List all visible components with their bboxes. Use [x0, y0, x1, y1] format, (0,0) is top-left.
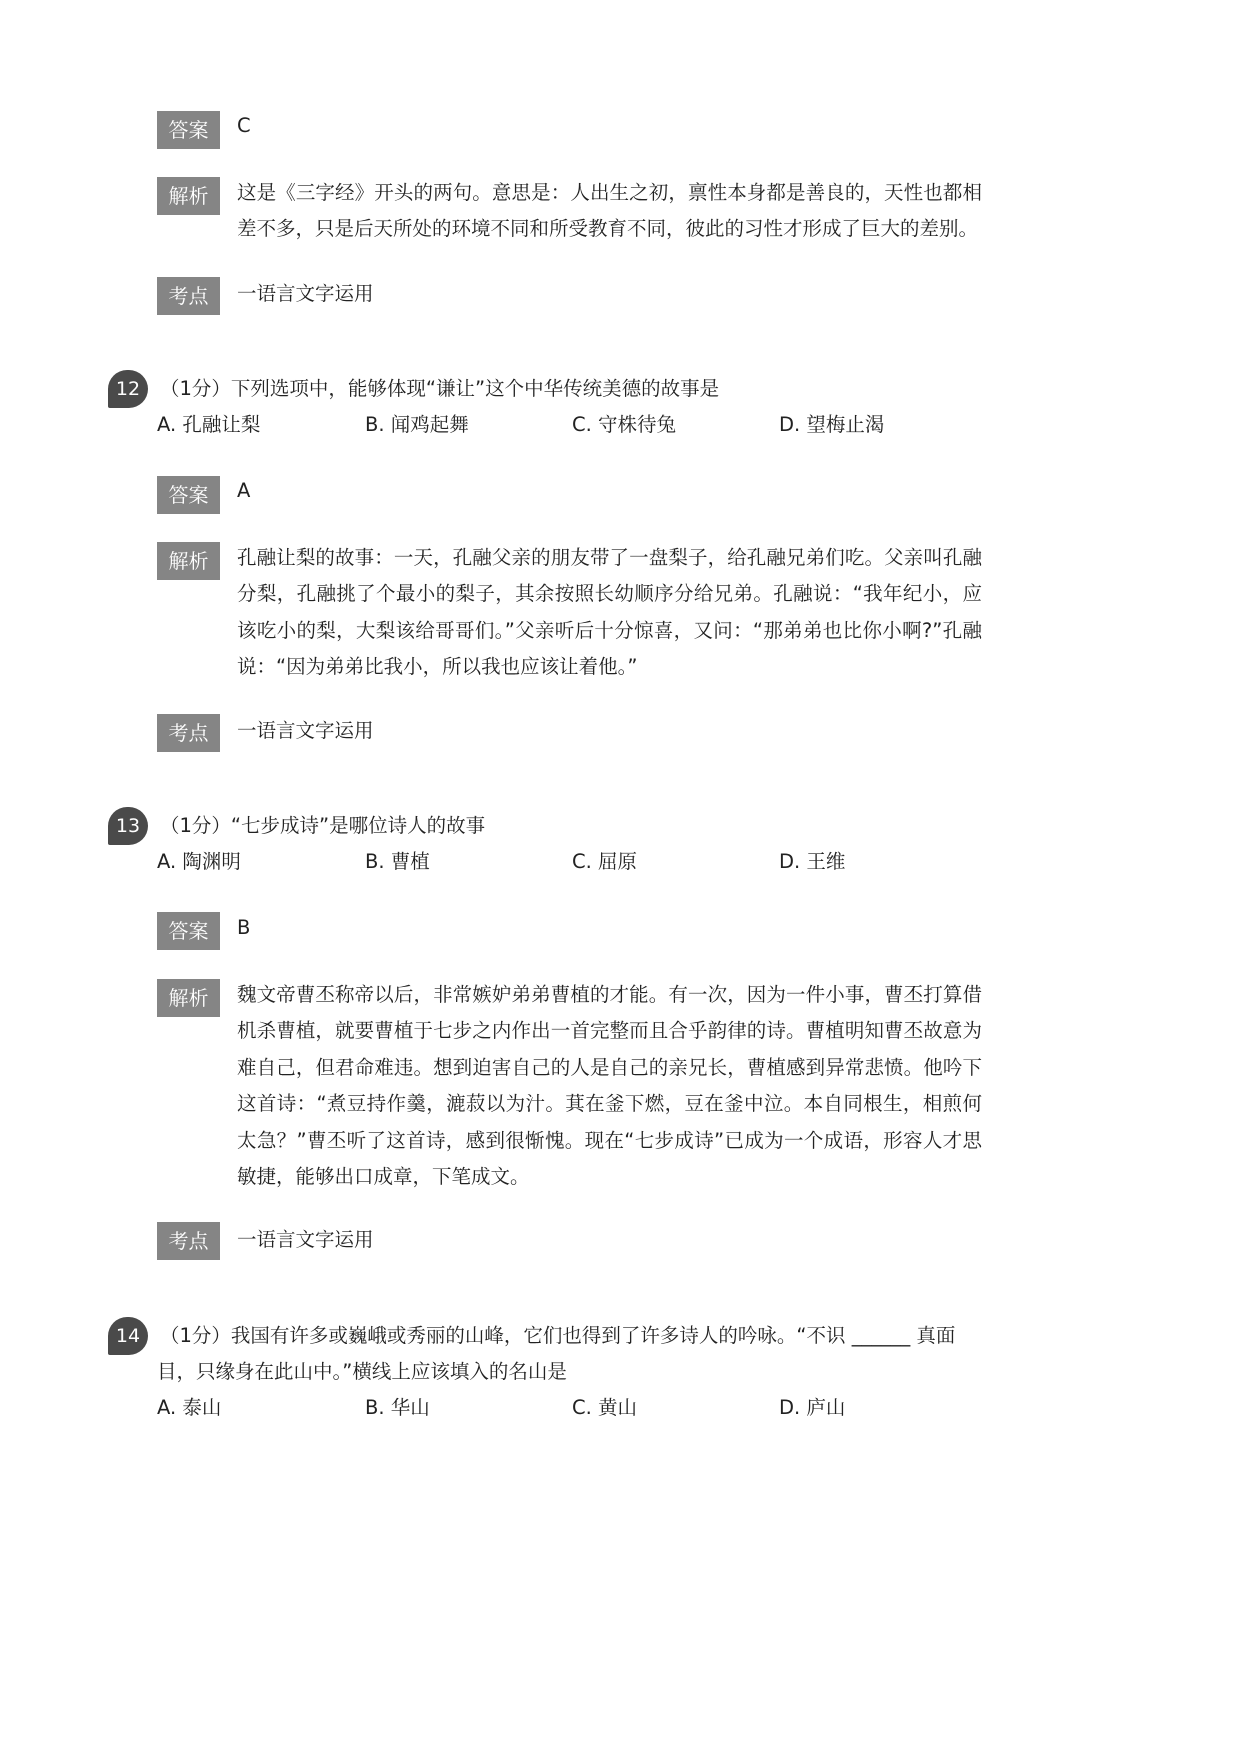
- answer-label: 答案: [157, 111, 220, 149]
- point-label: 考点: [157, 277, 220, 315]
- option-c: C. 黄山: [572, 1396, 638, 1419]
- question-number-badge: 13: [108, 807, 148, 845]
- question-text: （1分）下列选项中，能够体现“谦让”这个中华传统美德的故事是: [160, 377, 720, 400]
- point-text: 一语言文字运用: [237, 1228, 374, 1251]
- option-d: D. 望梅止渴: [779, 413, 885, 436]
- analysis-text: 魏文帝曹丕称帝以后，非常嫉妒弟弟曹植的才能。有一次，因为一件小事，曹丕打算借机杀曹植，就要曹植于七步之内作出一首完整而且合乎韵律的诗。曹植明知曹丕故意为难自己，但君命难违。想到迫害自己的人是自己的亲兄长，曹植感到异常悲愤。他吟下这首诗：“煮豆持作羹，漉菽以为汁。萁在釜下燃，豆在釜中泣。本自同根生，相煎何太急？”曹丕听了这首诗，感到很惭愧。现在“七步成诗”已成为一个成语，形容人才思敏捷，能够出口成章，下笔成文。: [237, 983, 982, 1189]
- option-c: C. 守株待兔: [572, 413, 677, 436]
- answer-label: 答案: [157, 912, 220, 950]
- point-text: 一语言文字运用: [237, 719, 374, 742]
- analysis-text: 这是《三字经》开头的两句。意思是：人出生之初，禀性本身都是善良的，天性也都相差不多，只是后天所处的环境不同和所受教育不同，彼此的习性才形成了巨大的差别。: [237, 181, 982, 241]
- point-text: 一语言文字运用: [237, 282, 374, 305]
- point-label: 考点: [157, 1222, 220, 1260]
- option-d: D. 王维: [779, 850, 846, 873]
- option-b: B. 华山: [365, 1396, 430, 1419]
- option-d: D. 庐山: [779, 1396, 846, 1419]
- answer-value: A: [237, 479, 251, 502]
- answer-label: 答案: [157, 476, 220, 514]
- option-a: A. 泰山: [157, 1396, 222, 1419]
- option-c: C. 屈原: [572, 850, 638, 873]
- question-text: （1分）我国有许多或巍峨或秀丽的山峰，它们也得到了许多诗人的吟咏。“不识 ______ 真面目，只缘身在此山中。”横线上应该填入的名山是: [157, 1324, 956, 1383]
- question-number-badge: 14: [108, 1317, 148, 1355]
- analysis-label: 解析: [157, 177, 220, 215]
- analysis-label: 解析: [157, 979, 220, 1017]
- analysis-label: 解析: [157, 542, 220, 580]
- answer-value: C: [237, 114, 251, 137]
- option-a: A. 陶渊明: [157, 850, 241, 873]
- question-text: （1分）“七步成诗”是哪位诗人的故事: [160, 814, 486, 837]
- point-label: 考点: [157, 714, 220, 752]
- question-number-badge: 12: [108, 370, 148, 408]
- analysis-text: 孔融让梨的故事：一天，孔融父亲的朋友带了一盘梨子，给孔融兄弟们吃。父亲叫孔融分梨，孔融挑了个最小的梨子，其余按照长幼顺序分给兄弟。孔融说：“我年纪小，应该吃小的梨，大梨该给哥哥们。”父亲听后十分惊喜，又问：“那弟弟也比你小啊?”孔融说：“因为弟弟比我小，所以我也应该让着他。”: [237, 546, 982, 679]
- option-b: B. 曹植: [365, 850, 430, 873]
- option-b: B. 闻鸡起舞: [365, 413, 469, 436]
- option-a: A. 孔融让梨: [157, 413, 261, 436]
- answer-value: B: [237, 916, 251, 939]
